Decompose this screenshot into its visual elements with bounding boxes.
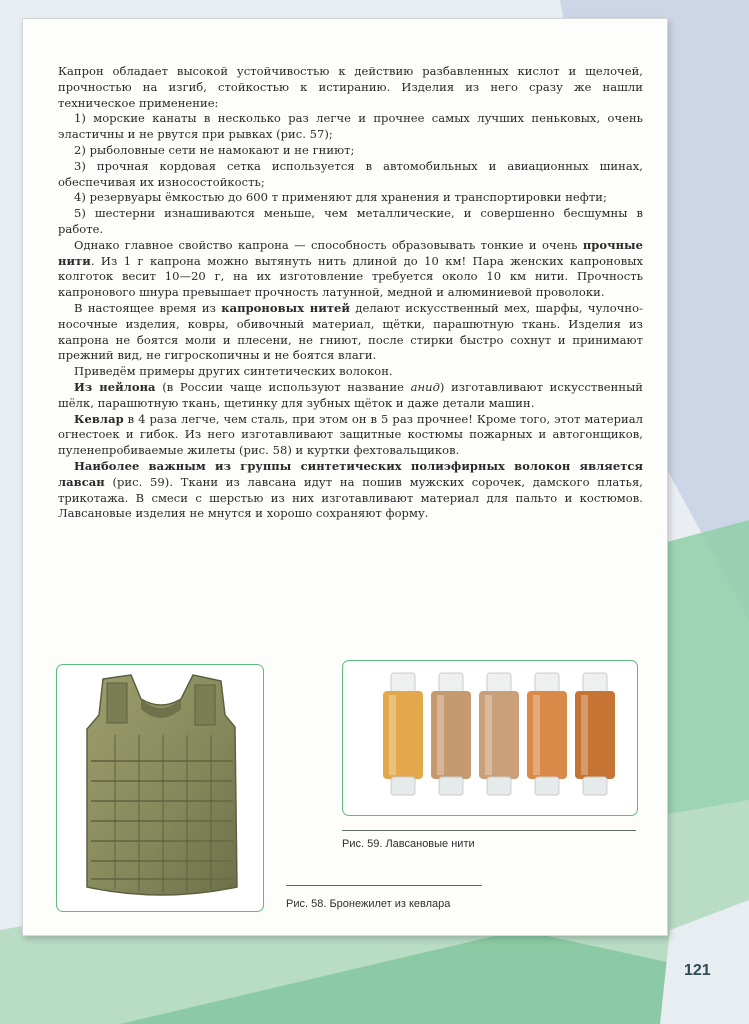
term: прочные нити: [58, 237, 643, 268]
paragraph: Наиболее важным из группы синтетических полиэфирных волокон является лавсан (рис. 59). Ткани из лавсана идут на пошив мужских сорочек, дамского платья, трикотажа. В смеси с шерстью из них изготавливают материал для пальто и костюмов. Лавсановые изделия не мнутся и хорошо сохраняют форму.: [58, 458, 643, 521]
paragraph: Приведём примеры других синтетических волокон.: [74, 364, 393, 379]
caption-rule: [286, 885, 482, 886]
kevlar-vest-illustration: [57, 665, 263, 911]
paragraph: Капрон обладает высокой устойчивостью к действию разбавленных кислот и щелочей, прочностью на изгиб, стойкостью к истиранию. Изделия из него сразу же нашли техническое применение:: [58, 64, 643, 110]
thread-spool: [431, 673, 471, 795]
thread-spool: [575, 673, 615, 795]
term: Кевлар: [74, 411, 124, 426]
term: капроновых нитей: [221, 300, 350, 315]
paragraph: В настоящее время из капроновых нитей делают искусственный мех, шарфы, чулочно-носочные изделия, ковры, обивочный материал, щётки, парашютную ткань. Изделия из капрона не боятся моли и плесени, не гниют, после стирки быстро сохнут и принимают прежний вид, не гигроскопичны и не боятся влаги.: [58, 300, 643, 363]
term: нейлона: [99, 379, 156, 394]
main-text: [58, 64, 643, 522]
term: лавсан: [58, 474, 105, 489]
thread-spool: [383, 673, 423, 795]
list-item: 5) шестерни изнашиваются меньше, чем металлические, и совершенно бесшумны в работе.: [58, 206, 643, 236]
lavsan-threads-illustration: [343, 661, 637, 815]
figure-58-caption: Рис. 58. Бронежилет из кевлара: [286, 898, 451, 910]
page-number: 121: [684, 962, 711, 979]
caption-rule: [342, 830, 636, 831]
paragraph: Кевлар в 4 раза легче, чем сталь, при этом он в 5 раз прочнее! Кроме того, этот материал огнестоек и гибок. Из него изготавливают защитные костюмы пожарных и автогонщиков, пуленепробиваемые жилеты (рис. 58) и куртки фехтовальщиков.: [58, 411, 643, 458]
thread-spool: [479, 673, 519, 795]
paragraph: Однако главное свойство капрона — способность образовывать тонкие и очень прочные нити. Из 1 г капрона можно вытянуть нить длиной до 10 км! Пара женских капроновых колготок весит 10—20 г, на их изготовление требуется около 10 км нити. Прочность капронового шнура превышает прочность латунной, медной и алюминиевой проволоки.: [58, 237, 643, 300]
thread-spool: [527, 673, 567, 795]
list-item: 3) прочная кордовая сетка используется в автомобильных и авиационных шинах, обеспечивая их износостойкость;: [58, 158, 643, 189]
list-item: 2) рыболовные сети не намокают и не гниют;: [74, 142, 355, 157]
figure-vest-frame: [56, 664, 264, 912]
paragraph: Из нейлона (в России чаще используют название анид) изготавливают искусственный шёлк, парашютную ткань, щетинку для зубных щёток и даже детали машин.: [58, 379, 644, 410]
list-item: 1) морские канаты в несколько раз легче и прочнее самых лучших пеньковых, очень эластичны и не рвутся при рывках (рис. 57);: [58, 111, 643, 142]
term-italic: анид: [410, 379, 440, 394]
figure-threads-frame: [342, 660, 638, 816]
figure-59-caption: Рис. 59. Лавсановые нити: [342, 838, 475, 850]
list-item: 4) резервуары ёмкостью до 600 т применяют для хранения и транспортировки нефти;: [74, 190, 607, 205]
